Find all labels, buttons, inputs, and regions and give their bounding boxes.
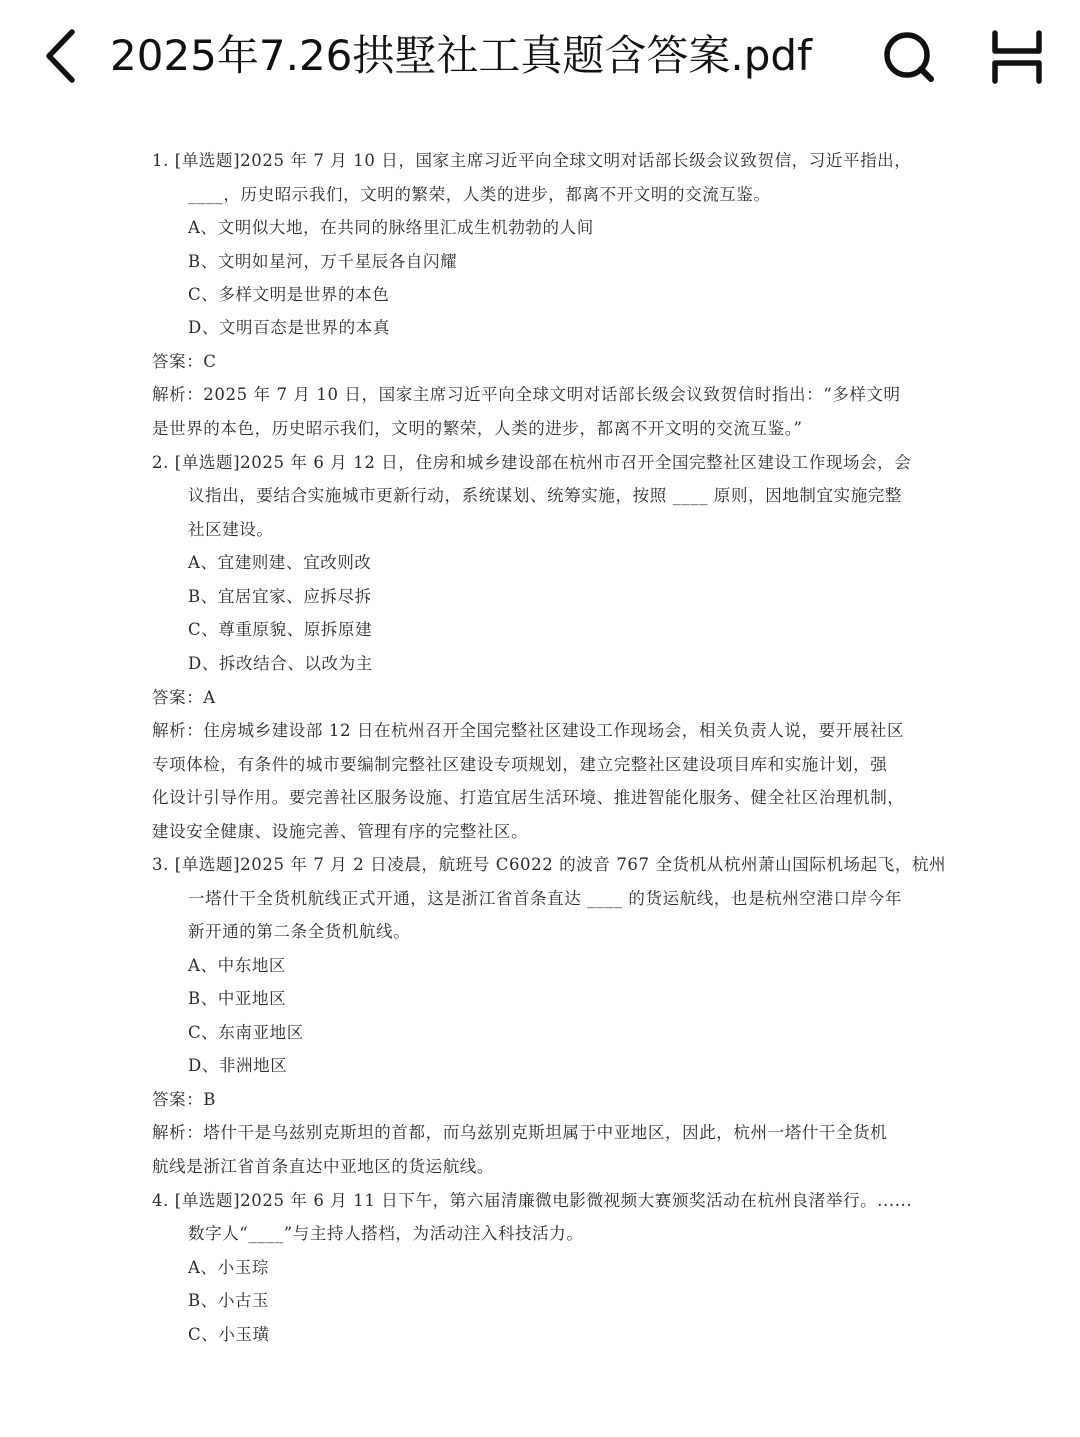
q4-stem-line: 4. [单选题]2025 年 6 月 11 日下午，第六届清廉微电影微视频大赛颁奖活动在杭州良渚举行。...... [152,1191,913,1210]
q1-analysis-line: 解析：2025 年 7 月 10 日，国家主席习近平向全球文明对话部长级会议致贺信时指出：“多样文明 [152,385,901,404]
q1-option-d: D、文明百态是世界的本真 [188,318,390,337]
q2-analysis-line: 解析：住房城乡建设部 12 日在杭州召开全国完整社区建设工作现场会，相关负责人说，要开展社区 [152,721,905,740]
search-icon [881,29,937,85]
q1-stem-line: 1. [单选题]2025 年 7 月 10 日，国家主席习近平向全球文明对话部长级会议致贺信，习近平指出， [152,151,912,170]
q1-analysis-line: 是世界的本色，历史昭示我们，文明的繁荣，人类的进步，都离不开文明的交流互鉴。” [152,419,803,438]
view-mode-icon [989,29,1045,85]
q3-option-b: B、中亚地区 [188,989,287,1008]
q4-option-c: C、小玉璜 [188,1325,270,1344]
document-title: 2025年7.26拱墅社工真题含答案.pdf [110,31,812,80]
q3-option-d: D、非洲地区 [188,1056,288,1075]
q1-option-a: A、文明似大地，在共同的脉络里汇成生机勃勃的人间 [188,218,594,237]
q2-option-a: A、宜建则建、宜改则改 [188,553,372,572]
chevron-left-icon [40,28,80,84]
pdf-page[interactable] [0,114,1080,1437]
q2-stem-line: 社区建设。 [188,520,274,539]
q4-option-b: B、小古玉 [188,1291,270,1310]
q2-stem-line: 2. [单选题]2025 年 6 月 12 日，住房和城乡建设部在杭州市召开全国完整社区建设工作现场会，会 [152,453,912,472]
q2-analysis-line: 建设安全健康、设施完善、管理有序的完整社区。 [152,822,529,841]
q3-answer: 答案：B [152,1090,217,1109]
q1-option-b: B、文明如星河，万千星辰各自闪耀 [188,252,458,271]
view-mode-button[interactable] [986,26,1048,88]
back-button[interactable] [30,24,90,88]
q2-stem-line: 议指出，要结合实施城市更新行动，系统谋划、统筹实施，按照 ____ 原则，因地制宜实施完整 [188,486,902,505]
q2-analysis-line: 化设计引导作用。要完善社区服务设施、打造宜居生活环境、推进智能化服务、健全社区治理机制， [152,788,905,807]
q3-stem-line: 新开通的第二条全货机航线。 [188,922,411,941]
q4-option-a: A、小玉琮 [188,1258,269,1277]
q2-answer: 答案：A [152,688,216,707]
q3-stem-line: 一塔什干全货机航线正式开通，这是浙江省首条直达 ____ 的货运航线，也是杭州空港口岸今年 [188,889,902,908]
q2-option-d: D、拆改结合、以改为主 [188,654,373,673]
q1-answer: 答案：C [152,352,217,371]
q2-option-c: C、尊重原貌、原拆原建 [188,620,373,639]
q3-stem-line: 3. [单选题]2025 年 7 月 2 日凌晨，航班号 C6022 的波音 767 全货机从杭州萧山国际机场起飞，杭州 [152,855,947,874]
q3-option-c: C、东南亚地区 [188,1023,304,1042]
q1-stem-line: ____，历史昭示我们，文明的繁荣，人类的进步，都离不开文明的交流互鉴。 [188,185,771,204]
app-header [0,0,1080,115]
q3-option-a: A、中东地区 [188,956,287,975]
q3-analysis-line: 航线是浙江省首条直达中亚地区的货运航线。 [152,1157,494,1176]
q3-analysis-line: 解析：塔什干是乌兹别克斯坦的首都，而乌兹别克斯坦属于中亚地区，因此，杭州一塔什干全货机 [152,1123,888,1142]
search-button[interactable] [878,26,940,88]
q1-option-c: C、多样文明是世界的本色 [188,285,390,304]
q2-analysis-line: 专项体检，有条件的城市要编制完整社区建设专项规划，建立完整社区建设项目库和实施计划，强 [152,755,888,774]
q4-stem-line: 数字人“____”与主持人搭档，为活动注入科技活力。 [188,1224,584,1243]
q2-option-b: B、宜居宜家、应拆尽拆 [188,587,372,606]
